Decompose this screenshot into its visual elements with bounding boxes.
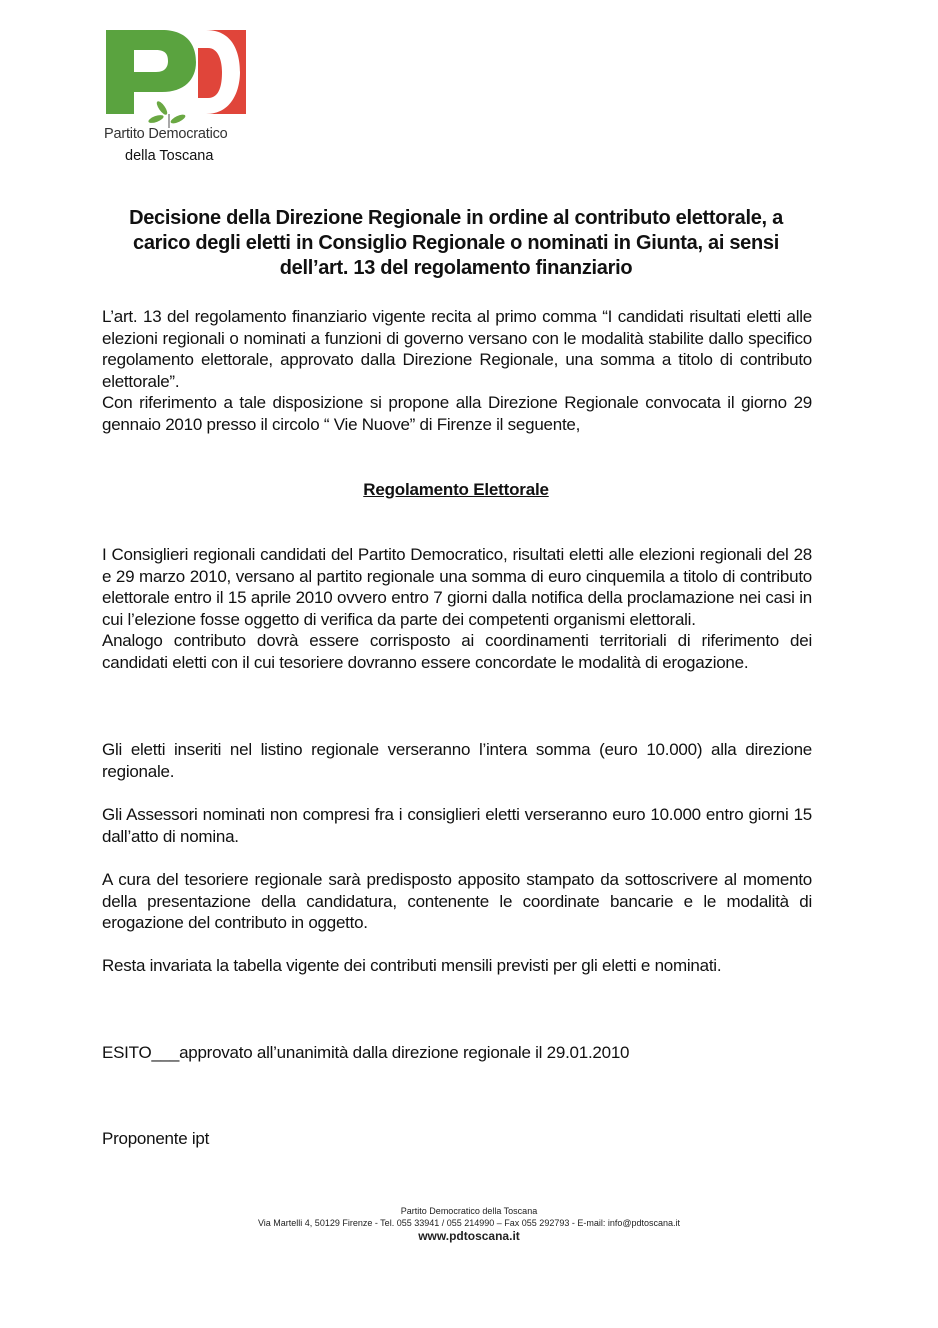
logo-subtitle: della Toscana [125,148,214,164]
pd-logo-mark-icon [104,28,250,128]
footer-contacts: Via Martelli 4, 50129 Firenze - Tel. 055 33941 / 055 214990 – Fax 055 292793 - E-mail: info@pdtoscana.it [257,1218,681,1228]
olive-branch-icon [147,100,186,128]
logo-green-p [106,30,196,114]
logo-name: Partito Democratico [104,126,228,142]
body-paragraph-1 [102,544,812,673]
proposer-line: Proponente ipt [102,1129,210,1148]
intro-paragraph: L’art. 13 del regolamento finanziario vigente recita al primo comma “I candidati risultati eletti alle elezioni regionali o nominati a funzioni di governo versano con le modalità stabilite dallo specifico regolamento elettorale, approvato dalla Direzione Regionale, una somma a titolo di contributo elettorale”. [102,307,812,391]
page-footer [0,1205,938,1244]
body-paragraph: Analogo contributo dovrà essere corrisposto ai coordinamenti territoriali di riferimento dei candidati eletti con il cui tesoriere dovranno essere concordate le modalità di erogazione. [102,631,812,672]
footer-website-link[interactable]: www.pdtoscana.it [418,1229,520,1243]
body-paragraph-3: Gli eletti inseriti nel listino regionale verseranno l’intera somma (euro 10.000) alla direzione regionale. [102,740,812,781]
section-heading: Regolamento Elettorale [363,480,549,499]
body-paragraph-5: A cura del tesoriere regionale sarà predisposto apposito stampato da sottoscrivere al momento della presentazione della candidatura, contenente le coordinate bancarie e le modalità di erogazione del contributo in oggetto. [102,870,812,932]
body-paragraph-6: Resta invariata la tabella vigente dei contributi mensili previsti per gli eletti e nominati. [102,956,722,975]
intro-paragraph: Con riferimento a tale disposizione si propone alla Direzione Regionale convocata il giorno 29 gennaio 2010 presso il circolo “ Vie Nuove” di Firenze il seguente, [102,393,812,434]
outcome-line: ESITO___approvato all’unanimità dalla direzione regionale il 29.01.2010 [102,1043,630,1062]
footer-org: Partito Democratico della Toscana [400,1206,538,1216]
body-paragraph: I Consiglieri regionali candidati del Partito Democratico, risultati eletti alle elezioni regionali del 28 e 29 marzo 2010, versano al partito regionale una somma di euro cinquemila a titolo di contributo elettorale entro il 15 aprile 2010 ovvero entro 7 giorni dalla notifica della proclamazione nei casi in cui l’elezione fosse oggetto di verifica da parte dei competenti organismi elettorali. [102,545,812,629]
intro-section [102,306,812,435]
body-paragraph-4: Gli Assessori nominati non compresi fra i consiglieri eletti verseranno euro 10.000 entro giorni 15 dall’atto di nomina. [102,805,812,846]
pd-logo [104,28,250,168]
document-title: Decisione della Direzione Regionale in ordine al contributo elettorale, a carico degli eletti in Consiglio Regionale o nominati in Giunta, ai sensi dell’art. 13 del regolamento finanziario [129,207,783,279]
